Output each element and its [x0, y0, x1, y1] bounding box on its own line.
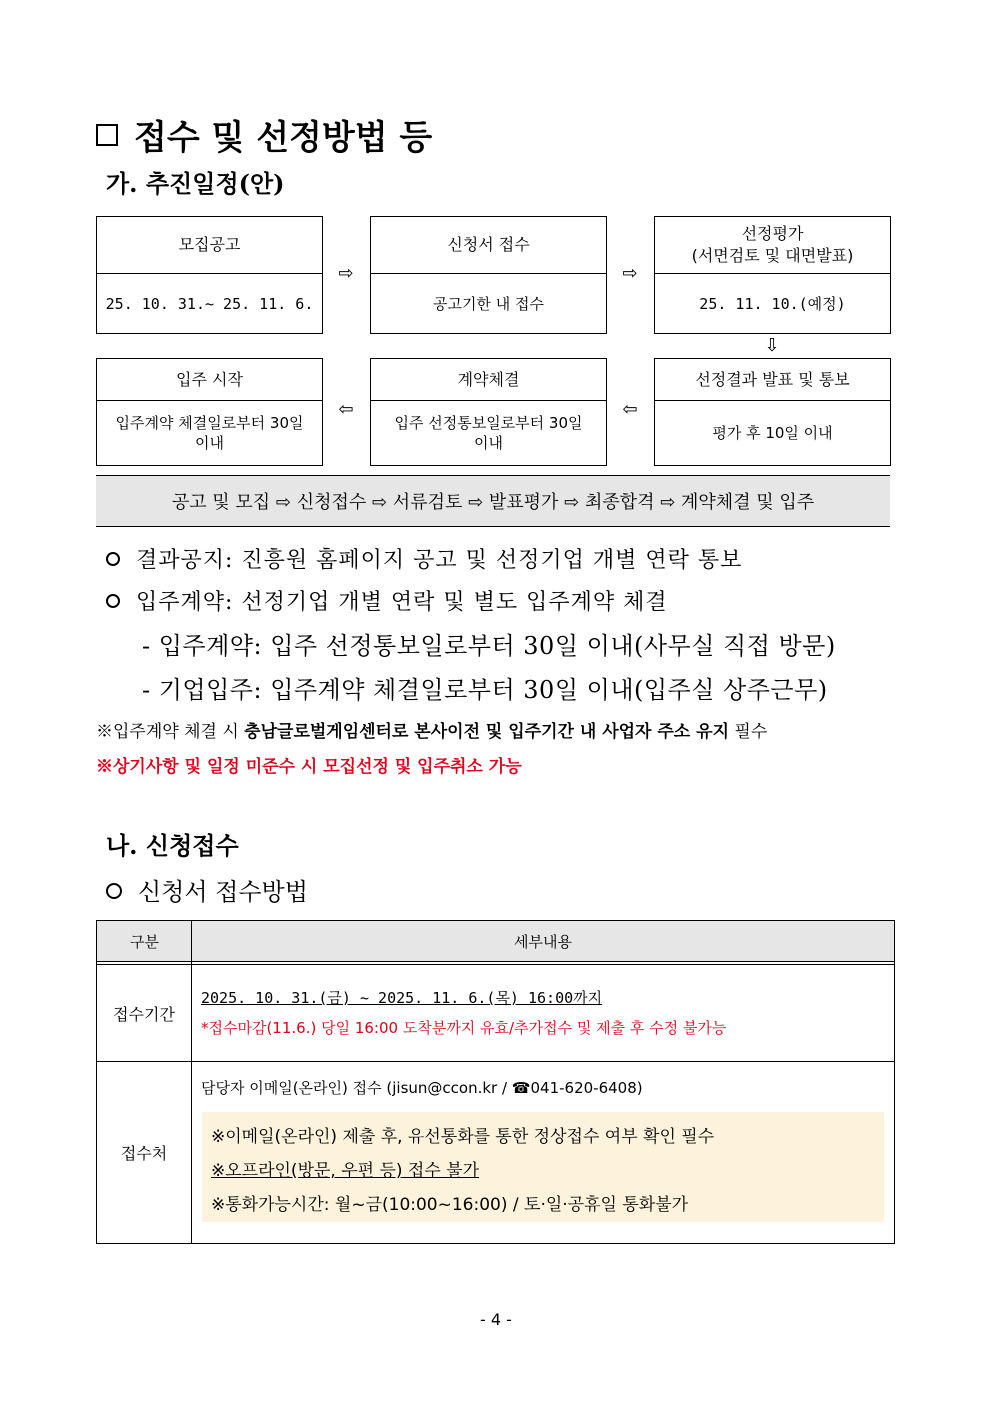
section-title: 접수 및 선정방법 등: [134, 118, 433, 158]
flow-box-title-line2: (서면검토 및 대면발표): [691, 246, 854, 265]
flow-box-body: [371, 401, 606, 465]
flow-box-title: [655, 217, 890, 274]
bullet-application-method: [106, 872, 308, 907]
flow-box-body: 25. 11. 10.(예정): [699, 294, 846, 313]
application-period: 2025. 10. 31.(금) ~ 2025. 11. 6.(목) 16:00까지: [201, 989, 603, 1007]
flow-box-body-line1: 입주 선정통보일로부터 30일: [394, 414, 583, 432]
dash-item-move-in: - 기업입주: 입주계약 체결일로부터 30일 이내(입주실 상주근무): [142, 676, 828, 704]
flow-box-body: 평가 후 10일 이내: [712, 424, 833, 442]
flow-box-title: 계약체결: [371, 359, 606, 401]
square-icon: [96, 124, 118, 146]
flow-box-evaluation: [654, 216, 891, 334]
dash-item-contract: - 입주계약: 입주 선정통보일로부터 30일 이내(사무실 직접 방문): [142, 632, 836, 660]
flow-box-body: [97, 401, 322, 465]
subheading-application: 나. 신청접수: [106, 831, 239, 860]
flow-box-body-line2: 이내: [195, 434, 224, 452]
flow-box-title: 입주 시작: [97, 359, 322, 401]
table-divider: [97, 961, 894, 962]
flow-box-body-line2: 이내: [474, 434, 503, 452]
section-heading: [96, 110, 432, 159]
table-divider: [191, 921, 192, 1243]
table-header-details: 세부내용: [514, 932, 572, 951]
bullet-contract: [106, 585, 668, 616]
flow-box-recruit-notice: [96, 216, 323, 334]
contact-email-line: 담당자 이메일(온라인) 접수 (jisun@ccon.kr / ☎041-620-6408): [201, 1079, 643, 1097]
flow-box-title: 선정결과 발표 및 통보: [655, 359, 890, 401]
bullet-text: 결과공지: 진흥원 홈페이지 공고 및 선정기업 개별 연락 통보: [136, 548, 743, 573]
circle-bullet-icon: [106, 883, 122, 899]
note-suffix: 필수: [729, 722, 768, 742]
flow-box-body: 공고기한 내 접수: [433, 294, 544, 313]
application-table: [96, 920, 895, 1244]
flow-box-title: 모집공고: [97, 217, 322, 274]
table-divider: [97, 1061, 894, 1062]
flow-box-move-in: [96, 358, 323, 466]
notice-item-confirm: ※이메일(온라인) 제출 후, 유선통화를 통한 정상접수 여부 확인 필수: [211, 1127, 715, 1147]
subheading-schedule: 가. 추진일정(안): [106, 169, 285, 198]
page-number: - 4 -: [480, 1310, 512, 1329]
bullet-result-notice: [106, 543, 742, 574]
flow-box-body: 25. 10. 31.~ 25. 11. 6.: [105, 294, 314, 313]
flow-box-application: [370, 216, 607, 334]
flow-box-result-notice: [654, 358, 891, 466]
flow-box-title: 신청서 접수: [371, 217, 606, 274]
notice-item-hours: ※통화가능시간: 월~금(10:00~16:00) / 토·일·공휴일 통화불가: [211, 1195, 689, 1215]
arrow-down-icon: ⇩: [764, 335, 780, 356]
note-relocation: [96, 717, 767, 742]
process-summary-bar: 공고 및 모집 ⇨ 신청접수 ⇨ 서류검토 ⇨ 발표평가 ⇨ 최종합격 ⇨ 계약체결 및 입주: [96, 475, 890, 527]
arrow-right-icon: ⇨: [622, 263, 638, 284]
notice-item-offline: ※오프라인(방문, 우편 등) 접수 불가: [211, 1161, 480, 1181]
table-row-label-place: 접수처: [120, 1144, 168, 1163]
note-bold: 충남글로벌게임센터로 본사이전 및 입주기간 내 사업자 주소 유지: [244, 722, 729, 742]
circle-bullet-icon: [106, 594, 120, 608]
table-header-category: 구분: [130, 932, 159, 951]
flow-box-title-line1: 선정평가: [741, 224, 804, 243]
bullet-text: 입주계약: 선정기업 개별 연락 및 별도 입주계약 체결: [136, 590, 668, 615]
flow-box-contract: [370, 358, 607, 466]
table-row-label-period: 접수기간: [113, 1004, 175, 1024]
flow-box-body-line1: 입주계약 체결일로부터 30일: [115, 414, 304, 432]
table-divider: [97, 964, 894, 965]
arrow-right-icon: ⇨: [338, 263, 354, 284]
arrow-left-icon: ⇦: [622, 399, 638, 420]
arrow-left-icon: ⇦: [338, 399, 354, 420]
circle-bullet-icon: [106, 552, 120, 566]
note-prefix: ※입주계약 체결 시: [96, 722, 245, 742]
bullet-text: 신청서 접수방법: [138, 878, 308, 906]
deadline-note: *접수마감(11.6.) 당일 16:00 도착분까지 유효/추가접수 및 제출 후 수정 불가능: [201, 1019, 727, 1037]
note-warning: ※상기사항 및 일정 미준수 시 모집선정 및 입주취소 가능: [96, 757, 522, 777]
